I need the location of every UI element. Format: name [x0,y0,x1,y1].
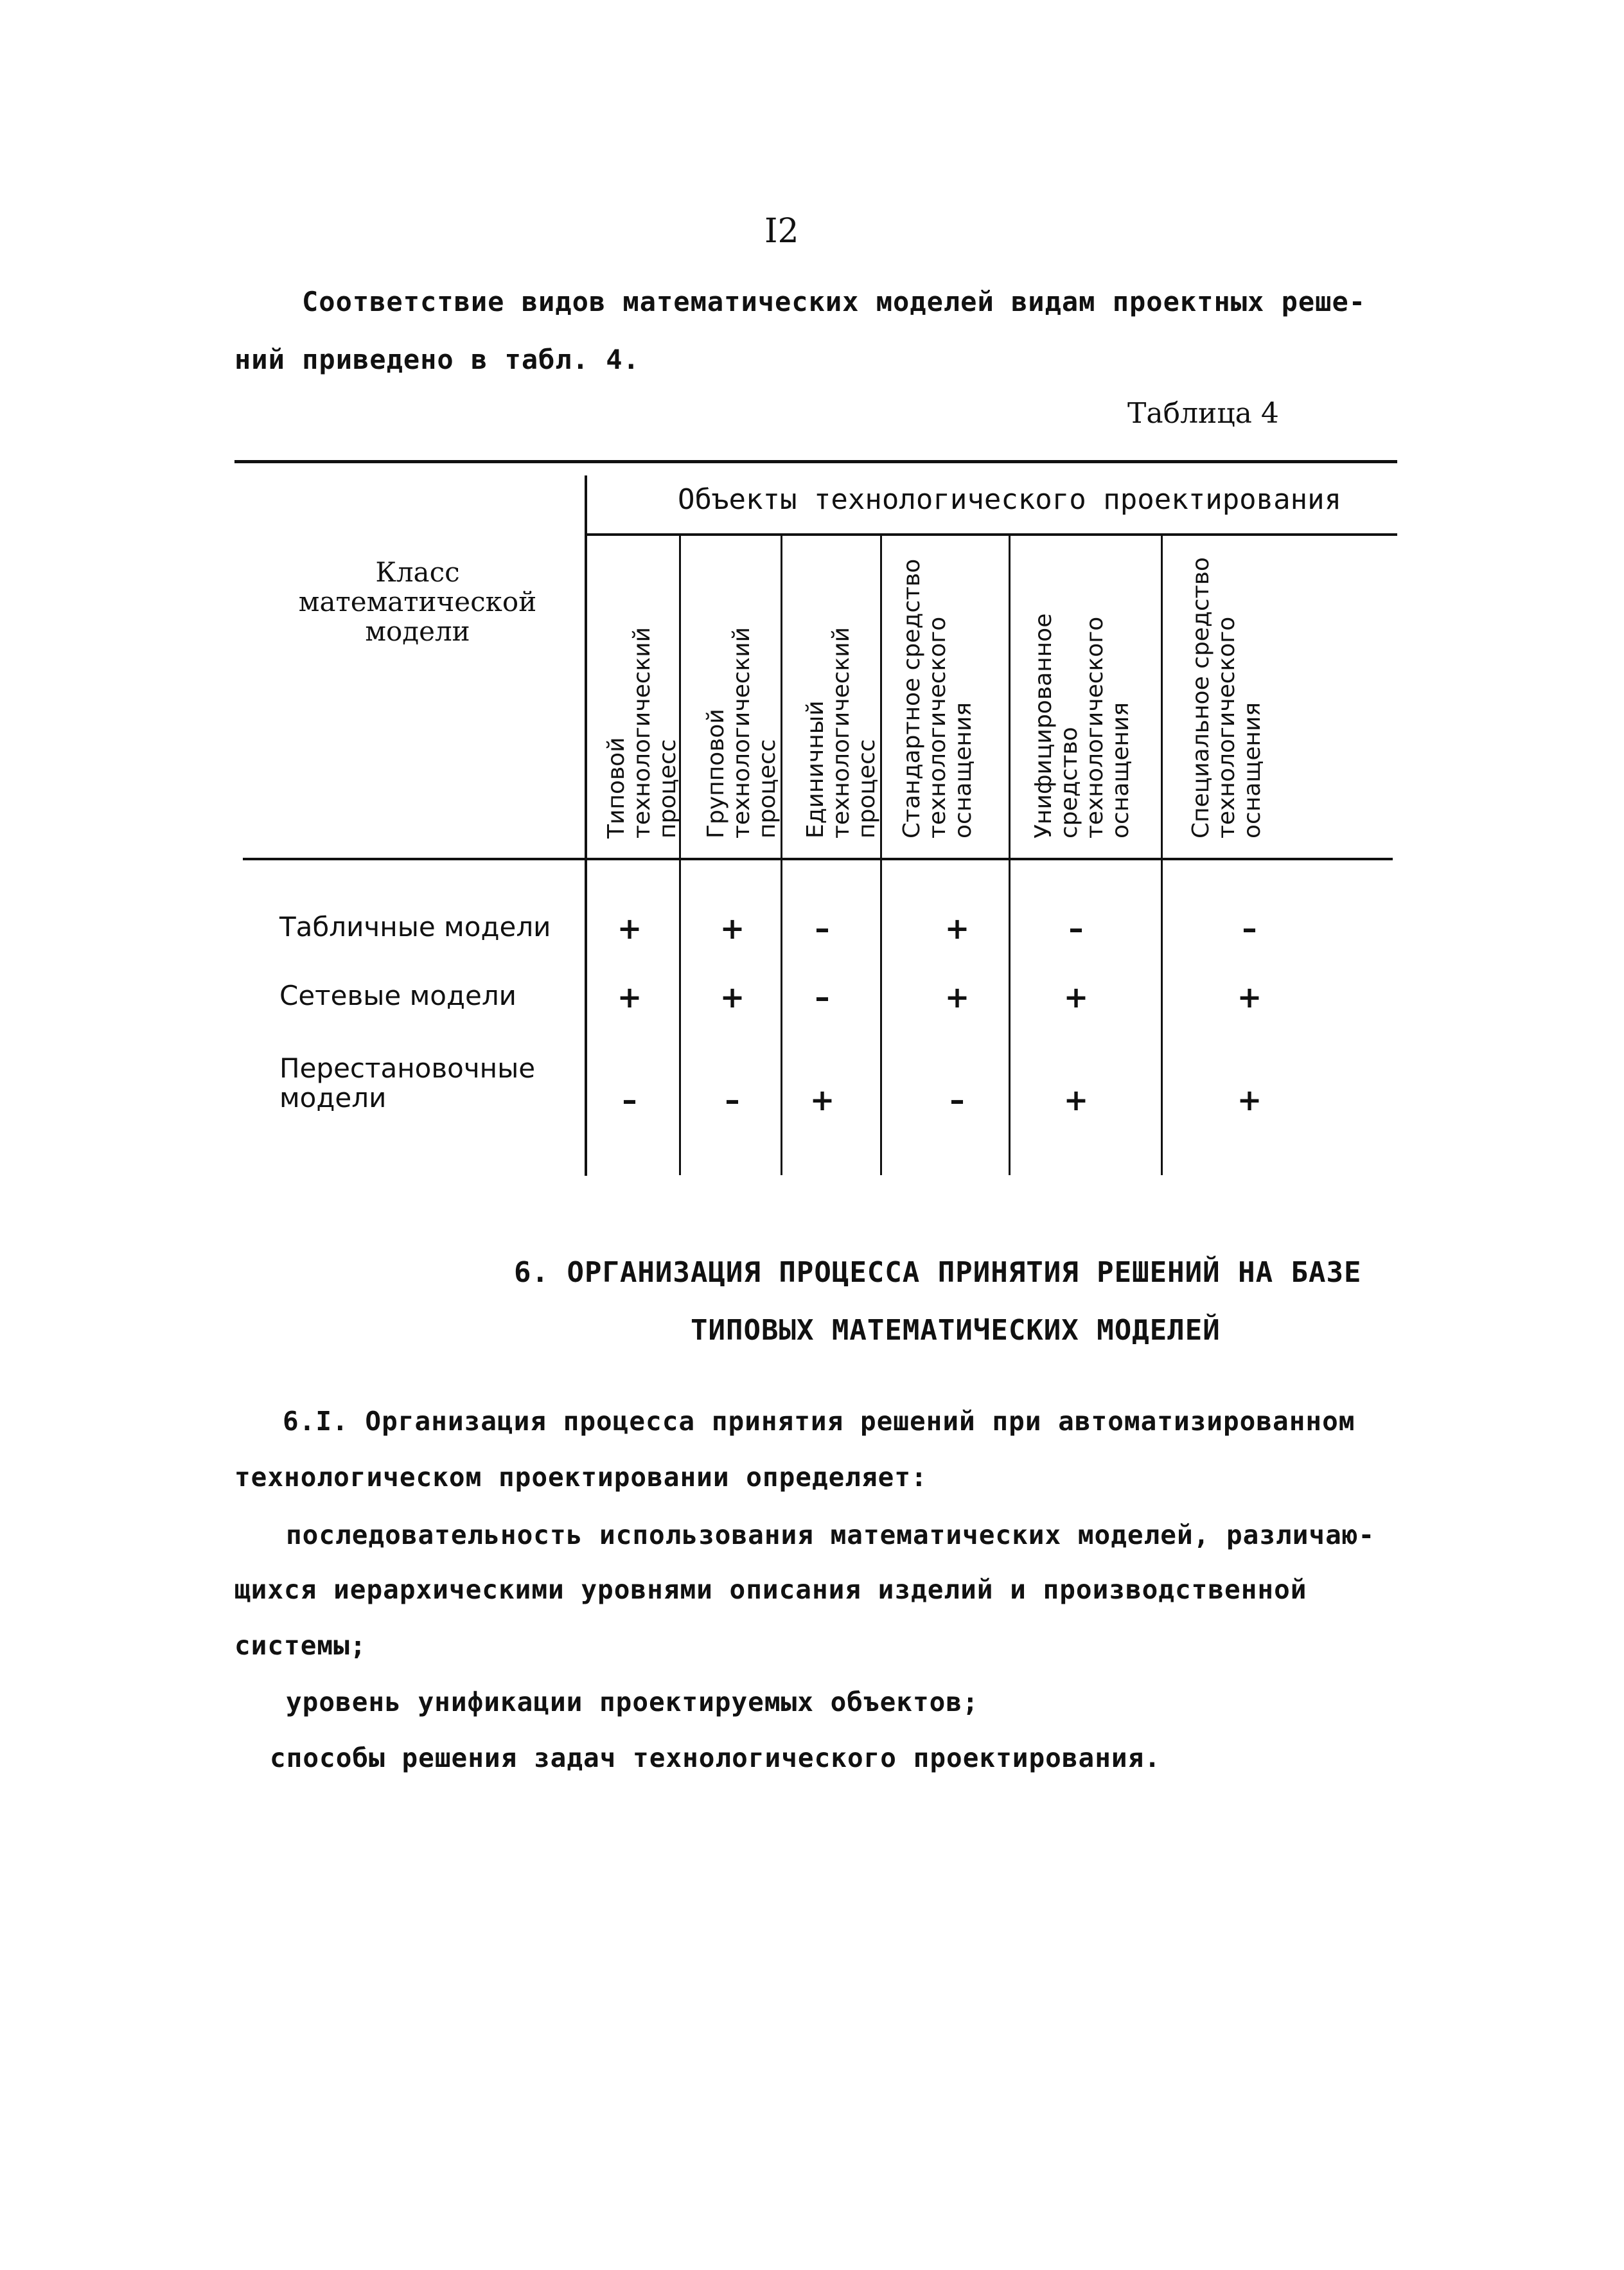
cell-r3-c4: – [949,1083,965,1117]
header-objects: Объекты технологического проектирования [678,483,1342,516]
row-label-permutation: Перестановочные модели [279,1052,536,1113]
cell-r3-c6: + [1237,1083,1262,1117]
list-item-1-line-1: последовательность использования математических моделей, различаю- [286,1520,1375,1550]
paragraph-6-1-line-1: 6.I. Организация процесса принятия решений при автоматизированном [283,1406,1355,1437]
cell-r3-c1: – [622,1083,637,1117]
header-bottom-rule [243,858,1393,860]
cell-r1-c3: – [815,911,830,946]
table-caption: Таблица 4 [1127,397,1279,430]
col-divider-1 [679,536,681,1175]
paragraph-6-1-line-2: технологическом проектировании определяет: [234,1462,928,1493]
col-divider-main [585,475,587,1176]
header-subrule [586,533,1397,536]
row-label-tabular: Табличные модели [279,911,551,943]
cell-r2-c1: + [617,980,642,1015]
intro-line-1: Соответствие видов математических моделей видам проектных реше- [302,286,1366,317]
section-title-line-1: 6. ОРГАНИЗАЦИЯ ПРОЦЕССА ПРИНЯТИЯ РЕШЕНИЙ НА БАЗЕ [514,1256,1362,1289]
cell-r3-c5: + [1063,1083,1089,1117]
column-header-4: Стандартное средство технологического оснащения [899,558,976,838]
column-header-5: Унифицированное средство технологического оснащения [1030,613,1134,838]
cell-r2-c3: – [815,980,830,1015]
list-item-3: способы решения задач технологического проектирования. [270,1742,1161,1773]
column-header-1: Типовой технологический процесс [603,626,681,838]
cell-r1-c4: + [944,911,970,946]
section-title-line-2: ТИПОВЫХ МАТЕМАТИЧЕСКИХ МОДЕЛЕЙ [691,1314,1221,1347]
list-item-2: уровень унификации проектируемых объектов; [286,1687,979,1717]
cell-r2-c2: + [719,980,745,1015]
col-divider-2 [781,536,782,1175]
cell-r1-c6: – [1242,911,1257,946]
column-header-6: Специальное средство технологического оснащения [1188,557,1266,838]
list-item-1-line-3: системы; [234,1630,367,1661]
column-header-3: Единичный технологический процесс [802,626,880,838]
cell-r1-c5: – [1068,911,1084,946]
intro-line-2: ний приведено в табл. 4. [234,344,640,375]
col-divider-4 [1009,536,1011,1175]
cell-r1-c1: + [617,911,642,946]
cell-r3-c3: + [809,1083,835,1117]
cell-r2-c6: + [1237,980,1262,1015]
cell-r2-c4: + [944,980,970,1015]
table-top-rule [234,460,1397,463]
cell-r2-c5: + [1063,980,1089,1015]
col-divider-3 [880,536,882,1175]
column-header-2: Групповой технологический процесс [703,626,781,838]
col-divider-5 [1161,536,1163,1175]
cell-r3-c2: – [725,1083,740,1117]
page-number: I2 [764,212,799,251]
row-label-network: Сетевые модели [279,980,516,1011]
header-class: Класс математической модели [298,556,537,647]
cell-r1-c2: + [719,911,745,946]
list-item-1-line-2: щихся иерархическими уровнями описания изделий и производственной [234,1574,1307,1605]
